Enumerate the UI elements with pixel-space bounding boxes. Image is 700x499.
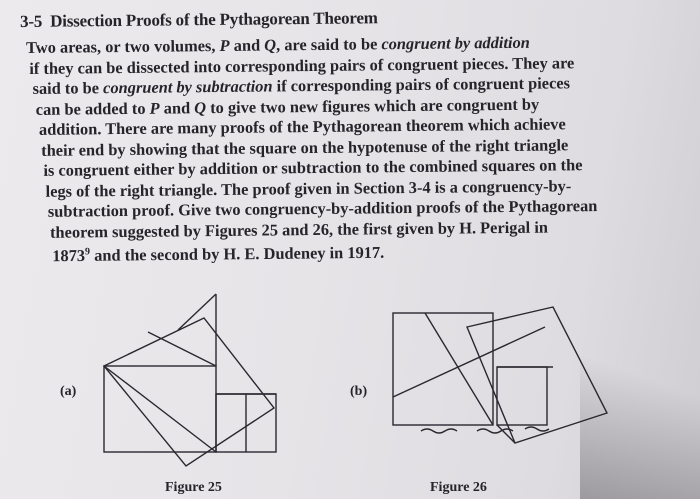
figure-25-sublabel: (a)	[60, 384, 77, 399]
italic-text: P	[149, 98, 160, 118]
paragraph-line: said to be congruent by subtraction if corresponding pairs of congruent pieces	[32, 73, 571, 98]
figure-25-caption: Figure 25	[165, 480, 222, 495]
italic-text: P	[219, 35, 230, 55]
paragraph-line: legs of the right triangle. The proof given in Section 3-4 is a congruency-by-	[45, 175, 572, 201]
fig26-hypotenuse-square	[467, 307, 607, 443]
italic-text: congruent by addition	[381, 32, 530, 54]
paragraph-line: subtraction proof. Give two congruency-by-addition proofs of the Pythagorean	[47, 196, 598, 221]
paragraph-line: is congruent either by addition or subtraction to the combined squares on the	[43, 155, 583, 180]
fig26-leg-square	[393, 313, 493, 425]
paragraph-line: addition. There are many proofs of the Pythagorean theorem which achieve	[38, 114, 566, 139]
fig25-hypotenuse-square	[104, 318, 274, 466]
section-title: Dissection Proofs of the Pythagorean Theorem	[50, 8, 378, 31]
section-number: 3-5	[20, 11, 43, 31]
figure-26-diagram	[385, 305, 615, 480]
figure-26-sublabel: (b)	[350, 384, 368, 399]
paragraph-line: if they can be dissected into corresponding pairs of congruent pieces. They are	[29, 52, 575, 78]
figure-26-caption: Figure 26	[430, 480, 487, 495]
footnote-marker: 9	[84, 246, 91, 258]
paragraph-line: can be added to P and Q to give two new figures which are congruent by	[35, 94, 540, 119]
italic-text: Q	[194, 97, 207, 117]
section-heading	[20, 8, 378, 32]
body-paragraph	[26, 32, 648, 267]
figure-25-diagram	[98, 290, 288, 480]
paragraph-line: 1873$^9$ and the second by H. E. Dudeney in 1917.	[52, 242, 385, 266]
italic-text: congruent by subtraction	[103, 76, 273, 98]
paragraph-line: theorem suggested by Figures 25 and 26, the first given by H. Perigal in	[49, 217, 549, 242]
italic-text: Q	[264, 35, 277, 55]
paragraph-line: their end by showing that the square on the hypotenuse of the right triangle	[41, 134, 569, 160]
paragraph-line: Two areas, or two volumes, P and Q, are said to be congruent by addition	[26, 32, 530, 57]
